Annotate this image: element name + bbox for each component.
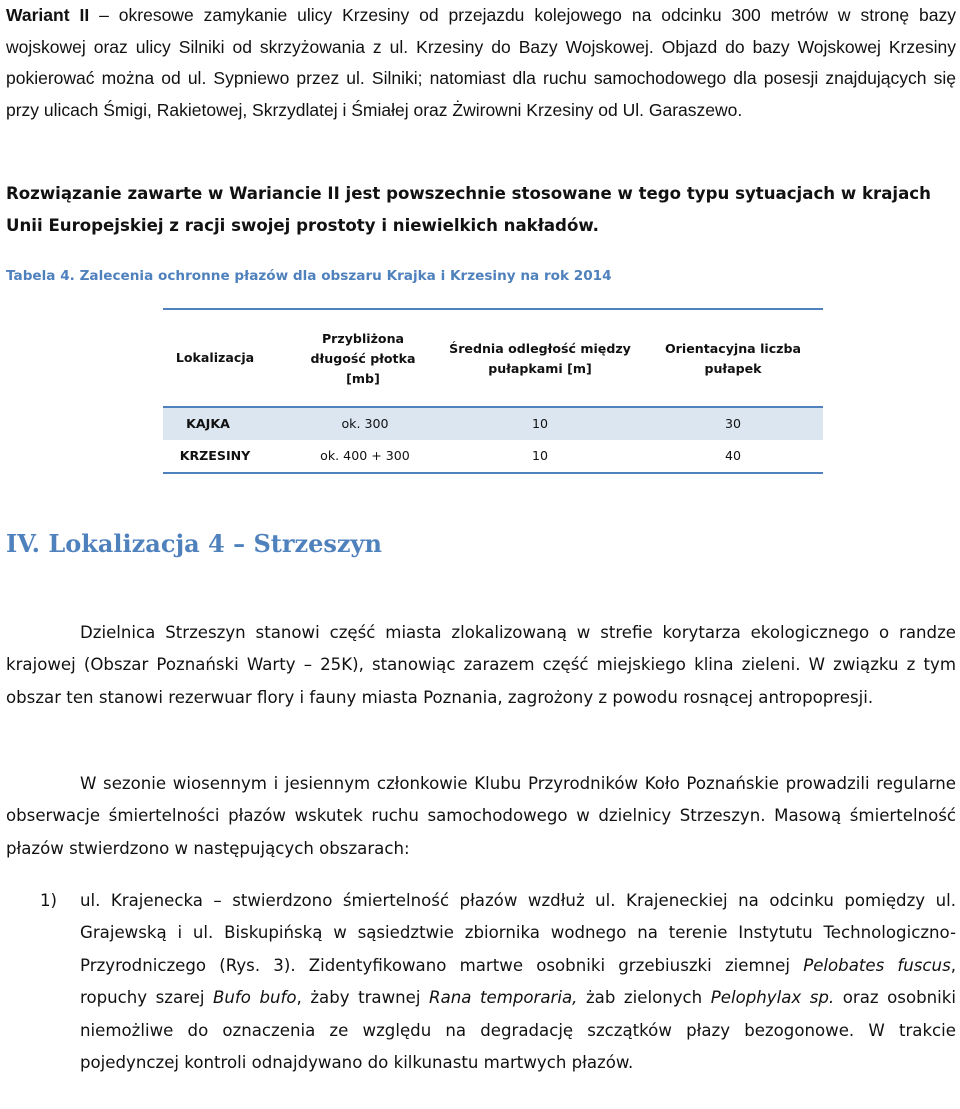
header-count-line2: pułapek [704, 361, 762, 376]
header-length-line3: [mb] [346, 371, 380, 386]
list-text: żab zielonych [577, 988, 711, 1008]
list-item [80, 885, 956, 1079]
species-name: Pelobates fuscus [803, 955, 951, 975]
section-heading: IV. Lokalizacja 4 – Strzeszyn [6, 529, 382, 558]
list-text: , żaby trawnej [296, 988, 430, 1008]
summary-paragraph: Rozwiązanie zawarte w Wariancie II jest powszechnie stosowane w tego typu sytuacjach w krajach Unii Europejskiej z racji swojej prostoty i niewielkich nakładów. [6, 184, 931, 235]
cell-count: 40 [724, 448, 742, 463]
list-item-number: 1) [40, 891, 58, 910]
table-caption: Tabela 4. Zalecenia ochronne płazów dla obszaru Krajka i Krzesiny na rok 2014 [6, 268, 612, 284]
header-distance [440, 339, 640, 379]
species-name: Rana temporaria, [429, 988, 578, 1008]
species-name: Bufo bufo [213, 988, 297, 1008]
section-paragraph-1: Dzielnica Strzeszyn stanowi część miasta zlokalizowaną w strefie korytarza ekologicznego o randze krajowej (Obszar Poznański Warty – 25K), stanowiąc zarazem część miejskiego klina zieleni. W związku z tym obszar ten stanowi rezerwuar flory i fauny miasta Poznania, zagrożony z powodu rosnącej antropopresji. [6, 623, 956, 707]
variant-label: Wariant II [6, 5, 90, 25]
cell-distance: 10 [531, 416, 549, 431]
header-location: Lokalizacja [175, 350, 255, 365]
species-name: Pelophylax sp. [710, 988, 835, 1008]
cell-distance: 10 [531, 448, 549, 463]
header-length-line2: długość płotka [310, 351, 416, 366]
table-bottom-rule [163, 472, 823, 474]
variant-paragraph [6, 0, 956, 126]
header-distance-line2: pułapkami [m] [488, 361, 592, 376]
cell-length: ok. 300 [341, 416, 389, 431]
variant-text: – okresowe zamykanie ulicy Krzesiny od przejazdu kolejowego na odcinku 300 metrów w stronę bazy wojskowej oraz ulicy Silniki od skrzyżowania z ul. Krzesiny do Bazy Wojskowej. Objazd do bazy Wojskowej Krzesiny pokierować można od ul. Sypniewo przez ul. Silniki; natomiast dla ruchu samochodowego dla posesji znajdujących się przy ulicach Śmigi, Rakietowej, Skrzydlatej i Śmiałej oraz Żwirowni Krzesiny od Ul. Garaszewo. [6, 5, 956, 120]
list-text: , ropuchy szarej [80, 955, 956, 1008]
cell-location: KRZESINY [179, 448, 251, 463]
cell-location: KAJKA [186, 416, 230, 431]
header-count-line1: Orientacyjna liczba [664, 341, 802, 356]
header-count [648, 339, 818, 379]
header-length [283, 329, 443, 389]
table-top-rule [163, 308, 823, 310]
cell-count: 30 [724, 416, 742, 431]
header-length-line1: Przybliżona [321, 331, 405, 346]
section-paragraph-2: W sezonie wiosennym i jesiennym członkowie Klubu Przyrodników Koło Poznańskie prowadzili regularne obserwacje śmiertelności płazów wskutek ruchu samochodowego w dzielnicy Strzeszyn. Masową śmiertelność płazów stwierdzono w następujących obszarach: [6, 774, 956, 858]
cell-length: ok. 400 + 300 [320, 448, 410, 463]
list-text: oraz osobniki niemożliwe do oznaczenia ze względu na degradację szczątków płazy bezogonowe. W trakcie pojedynczej kontroli odnajdywano do kilkunastu martwych płazów. [80, 988, 956, 1073]
header-distance-line1: Średnia odległość między [449, 341, 631, 356]
list-text: ul. Krajenecka – stwierdzono śmiertelność płazów wzdłuż ul. Krajeneckiej na odcinku pomiędzy ul. Grajewską i ul. Biskupińską w sąsiedztwie zbiornika wodnego na terenie Instytutu Technologiczno-Przyrodniczego (Rys. 3). Zidentyfikowano martwe osobniki grzebiuszki ziemnej [80, 891, 956, 975]
